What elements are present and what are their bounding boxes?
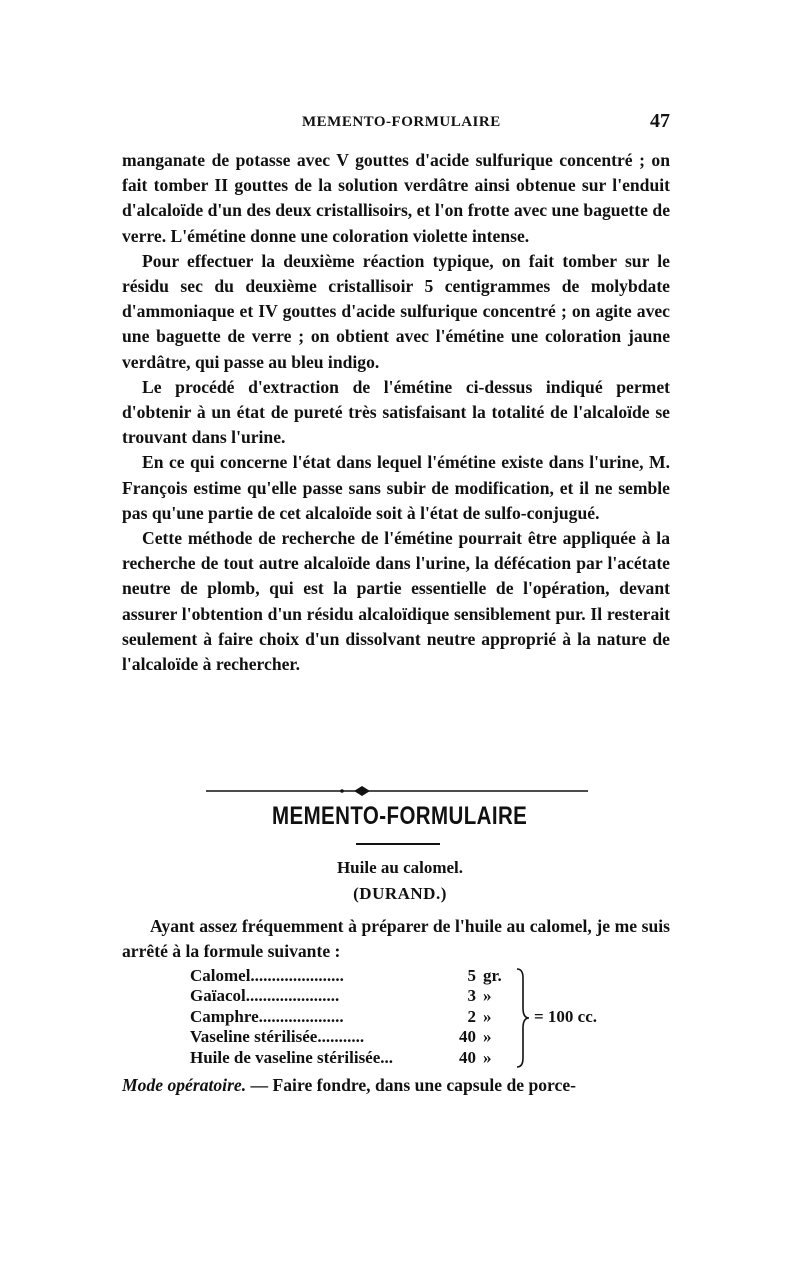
formula-row [190,1048,650,1068]
ingredient-unit: » [483,1006,492,1026]
recipe-intro [122,914,670,964]
recipe-author: (DURAND.) [353,884,447,903]
formula-row [190,986,650,1006]
paragraph-4: En ce qui concerne l'état dans lequel l'émétine existe dans l'urine, M. François estime qu'elle passe sans subir de modification, et il ne semble pas qu'une partie de cet alcaloïde soit à l'état de sulfo-conjugué. [122,452,670,523]
ingredient-name: Calomel...................... [190,966,344,985]
running-header [122,112,670,136]
formula-row [190,966,650,986]
paragraph-2: Pour effectuer la deuxième réaction typique, on fait tomber sur le résidu sec du deuxième cristallisoir 5 centigrammes de molybdate d'ammoniaque et IV gouttes d'acide sulfurique concentré ; on agite avec une baguette de verre ; on obtient avec l'émétine une coloration jaune verdâtre, qui passe au bleu indigo. [122,250,670,372]
ingredient-quantity: 40 [459,1047,476,1067]
ingredient-unit: gr. [483,966,502,985]
mode-text: — Faire fondre, dans une capsule de porce- [246,1075,577,1095]
mode-operatoire-line [122,1075,670,1096]
recipe-title: Huile au calomel. [336,858,464,877]
ingredient-quantity: 2 [467,1006,476,1026]
formula-row [190,1027,650,1047]
ingredient-unit: » [483,1027,492,1047]
ingredient-quantity: 5 [467,966,476,985]
paragraph-5: Cette méthode de recherche de l'émétine pourrait être appliquée à la recherche de tout autre alcaloïde dans l'urine, la défécation par l'acétate neutre de plomb, qui est la partie essentielle de l'opération, devant assurer l'obtention d'un résidu alcaloïdique sensiblement pur. Il resterait seulement à faire choix d'un dissolvant neutre approprié à la nature de l'alcaloïde à rechercher. [122,528,670,675]
mode-label: Mode opératoire. [122,1075,247,1095]
formula-table [190,966,650,1068]
paragraph-3: Le procédé d'extraction de l'émétine ci-dessus indiqué permet d'obtenir à un état de pureté très satisfaisant la totalité de l'alcaloïde se trouvant dans l'urine. [122,376,670,448]
page-number: 47 [650,110,670,132]
ingredient-name: Vaseline stérilisée........... [190,1027,365,1047]
ingredient-name: Huile de vaseline stérilisée... [190,1047,394,1067]
formula-total: = 100 cc. [534,1007,598,1026]
ingredient-unit: » [483,986,492,1006]
ingredient-name: Gaïacol...................... [190,986,340,1006]
intro-paragraph: Ayant assez fréquemment à préparer de l'huile au calomel, je me suis arrêté à la formule suivante : [122,916,670,961]
running-title: MEMENTO-FORMULAIRE [302,114,501,130]
body-text [122,148,670,677]
ornamental-divider [206,786,588,796]
ingredient-quantity: 3 [467,986,476,1006]
ingredient-unit: » [483,1047,492,1067]
title-underline [356,843,440,845]
section-title: MEMENTO-FORMULAIRE [272,802,528,830]
ingredient-quantity: 40 [459,1027,476,1047]
right-brace-icon [516,968,530,1068]
paragraph-1: manganate de potasse avec V gouttes d'acide sulfurique concentré ; on fait tomber II gouttes de la solution verdâtre ainsi obtenue sur l'enduit d'alcaloïde d'un des deux cristallisoirs, et l'on frotte avec une baguette de verre. L'émétine donne une coloration violette intense. [122,150,670,246]
ingredient-name: Camphre.................... [190,1006,344,1026]
